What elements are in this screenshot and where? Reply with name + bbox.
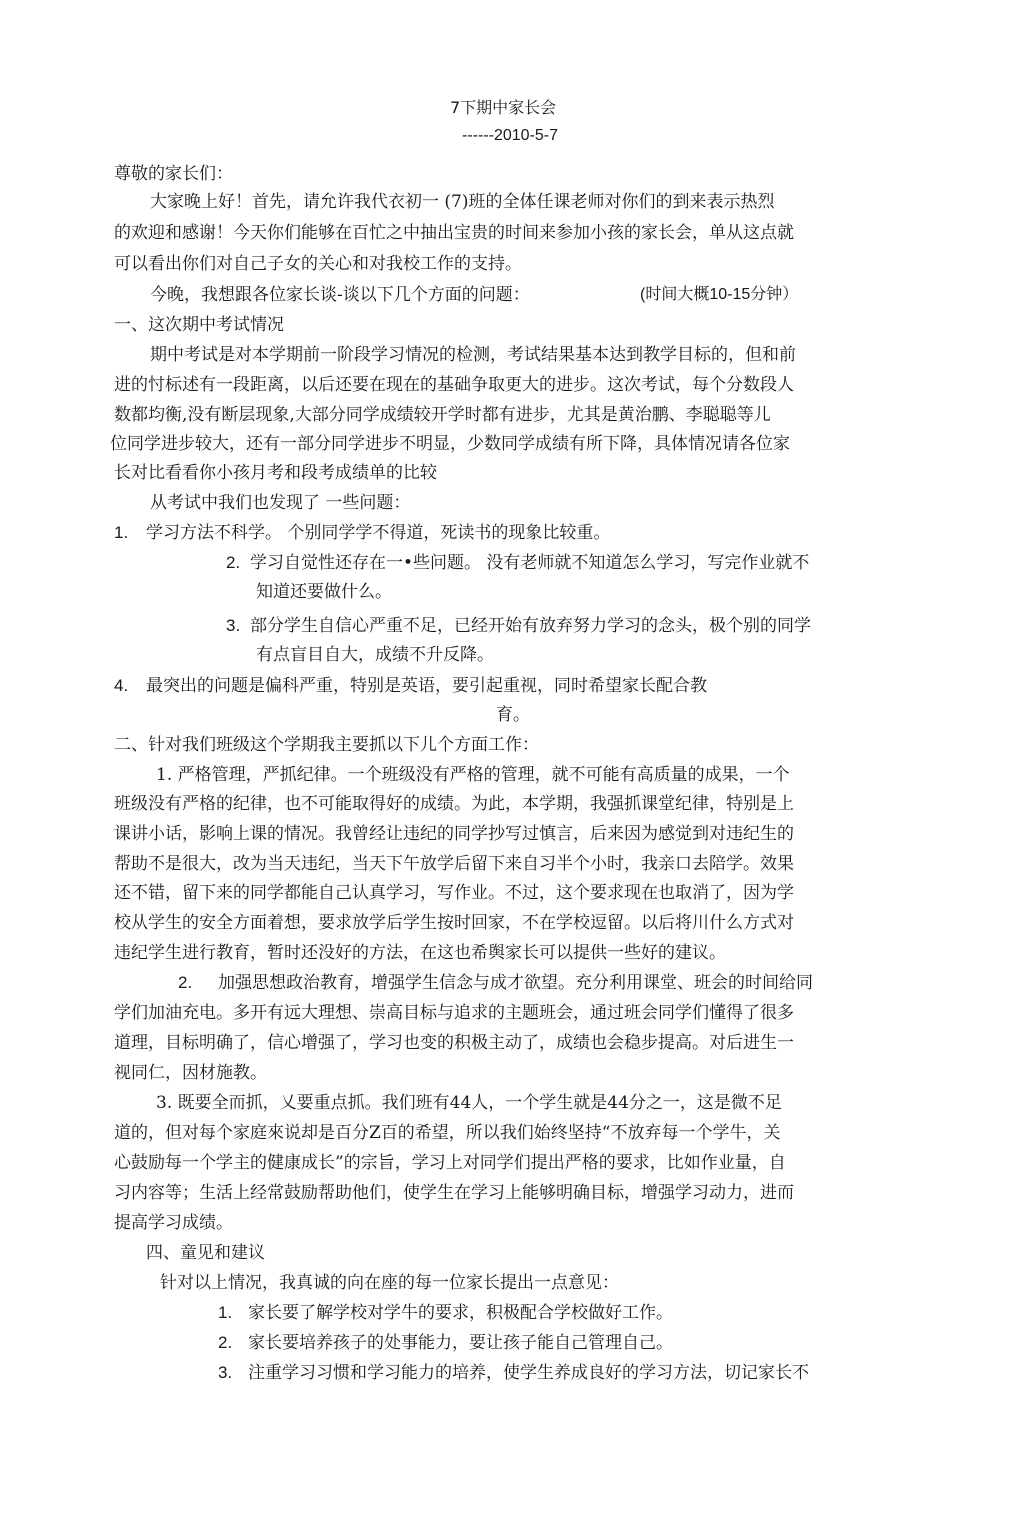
problem-number: 4. [114,676,129,695]
problem-text: 育。 [496,705,530,725]
work1-line: 课讲小话，影响上课的情况。我曾经让违纪的同学抄写过慎言，后来因为感觉到对违纪生的 [114,824,794,844]
work2-line: 视同仁，因材施教。 [114,1063,267,1083]
work2-line: 学们加油充电。多开有远大理想、崇高目标与追求的主题班会，通过班会同学们懂得了很多 [114,1003,794,1023]
intro-line: 可以看出你们对自己子女的关心和对我校工作的支持。 [114,254,522,274]
problem-number: 3. [226,616,241,635]
work1-line: 1. 严格管理，严抓纪律。一个班级没有严格的管理，就不可能有高质量的成果，一个 [156,765,790,785]
work3-line: 心鼓励每一个学主的健康成长”的宗旨，学习上对同学们提出严格的要求，比如作业量，自 [114,1153,786,1173]
work2-line: 加强思想政治教育，增强学生信念与成才欲望。充分利用课堂、班会的时间给同 [218,973,813,993]
problem-number: 1. [114,523,129,542]
work1-line: 违纪学生进行教育，暂时还没好的方法，在这也希舆家长可以提供一些好的建议。 [114,943,726,963]
document-title: 7下期中家长会 [450,98,557,117]
section-heading: 四、童见和建议 [146,1243,265,1263]
time-note: (时间大概10-15分钟） [640,286,799,303]
suggestion-text: 家长要培养孩子的处事能力，要让孩子能自己管理自己。 [248,1333,673,1353]
work1-line: 帮助不是很大，改为当天违纪，当天下午放学后留下来自习半个小时，我亲口去陪学。效果 [114,854,794,874]
work2-number: 2. [178,973,193,992]
problem-text: 最突出的问题是偏科严重，特别是英语，要引起重视，同时希望家长配合教 [146,676,707,696]
problem-number: 2. [226,553,241,572]
work3-line: 3. 既要全而抓，乂要重点抓。我们班有44人，一个学生就是44分之一，这是微不足 [156,1093,782,1113]
tonight-line: 今晚，我想跟各位家长谈-谈以下几个方面的问题： [150,285,530,305]
work3-line: 道的，但对每个家庭來说却是百分Z百的希望，所以我们始终坚持“不放弃每一个学牛，关 [114,1123,781,1143]
suggestion-text: 注重学习习惯和学习能力的培养，使学生养成良好的学习方法，切记家长不 [248,1363,809,1383]
section1-line: 期中考试是对本学期前一阶段学习情况的检测，考试结果基本达到教学目标的，但和前 [150,345,796,365]
problem-text: 知道还要做什么。 [256,582,392,602]
section-heading: 二、针对我们班级这个学期我主要抓以下儿个方面工作： [114,735,539,755]
section1-line: 长对比看看你小孩月考和段考成绩单的比较 [114,463,437,483]
suggestion-number: 2. [218,1333,233,1352]
intro-line: 大家晚上好！首先，请允许我代衣初一 (7)班的全体任课老师对你们的到来表示热烈 [150,192,775,212]
section-heading: 一、这次期中考试情况 [114,315,284,335]
problem-text: 学习自觉性还存在一•些问题。 没有老师就不知道怎么学习，写完作业就不 [250,553,810,573]
suggestion-text: 家长要了解学校对学牛的要求，积极配合学校做好工作。 [248,1303,673,1323]
work3-line: 提高学习成绩。 [114,1213,233,1233]
suggest-intro: 针对以上情况，我真诚的向在座的每一位家长提出一点意见： [160,1273,619,1293]
work1-line: 还不错，留下来的同学都能自己认真学习，写作业。不过，这个要求现在也取消了，因为学 [114,883,794,903]
work3-line: 习内容等；生活上经常鼓励帮助他们，使学生在学习上能够明确目标，增强学习动力，进而 [114,1183,794,1203]
section1-line: 位同学进步较大，还有一部分同学进步不明显，少数同学成绩有所下降，具体情况请各位家 [110,434,790,454]
problem-text: 有点盲目自大，成绩不升反降。 [256,645,494,665]
section1-line: 进的忖标述有一段距离，以后还要在现在的基础争取更大的进步。这次考试，每个分数段人 [114,375,794,395]
intro-line: 的欢迎和感谢！今天你们能够在百忙之中抽出宝贵的时间来参加小孩的家长会，单从这点就 [114,223,794,243]
problem-text: 学习方法不科学。 个别同学学不得道，死读书的现象比较重。 [146,523,611,543]
suggestion-number: 1. [218,1303,233,1322]
problem-text: 部分学生自信心严重不足，已经开始有放弃努力学习的念头，极个别的同学 [250,616,811,636]
work1-line: 校从学生的安全方面着想，要求放学后学生按时回家，不在学校逗留。以后将川什么方式对 [114,913,794,933]
section1-line: 数都均衡,没有断层现象,大部分同学成绩较开学时都有进步，尤其是黄治鹏、李聪聪等儿 [114,405,771,425]
greeting: 尊敬的家长们： [114,164,233,184]
problems-intro: 从考试中我们也发现了 一些问题： [150,493,411,513]
document-date: ------2010-5-7 [462,127,559,144]
work1-line: 班级没有严格的纪律，也不可能取得好的成绩。为此，本学期，我强抓课堂纪律，特别是上 [114,794,794,814]
suggestion-number: 3. [218,1363,233,1382]
work2-line: 道理，目标明确了，信心增强了，学习也变的积极主动了，成绩也会稳步提高。对后进生一 [114,1033,794,1053]
